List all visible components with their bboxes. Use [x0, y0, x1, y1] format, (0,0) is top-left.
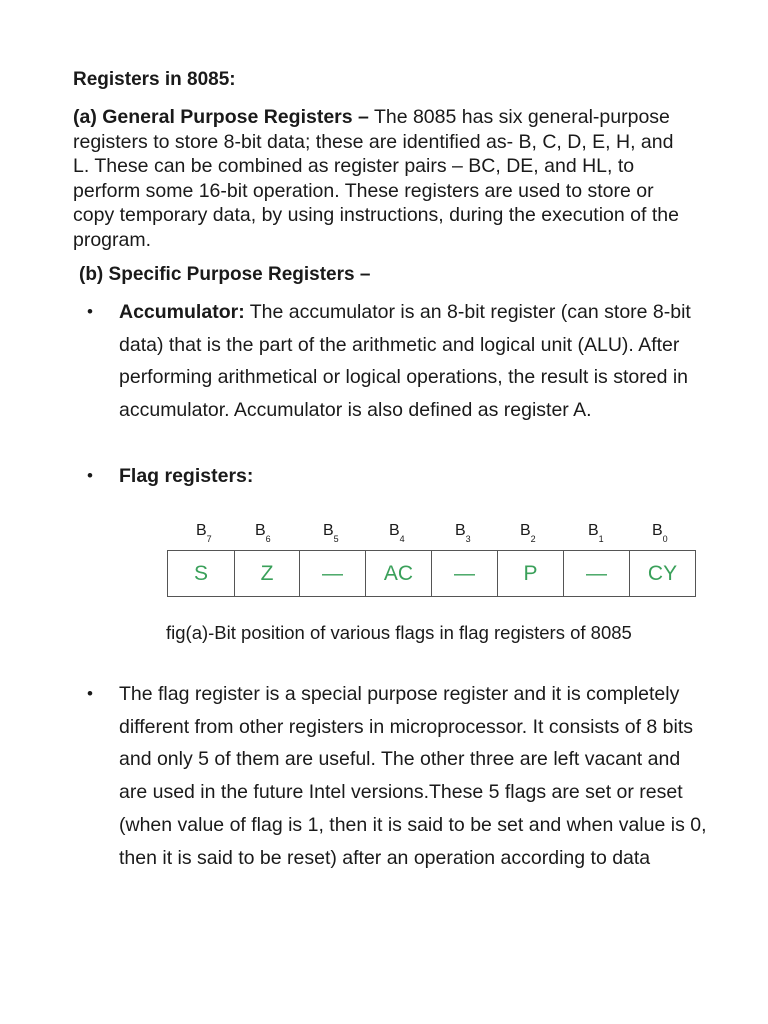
accumulator-title: Accumulator: [119, 301, 245, 323]
bullet-icon: • [87, 302, 93, 321]
bit-label-4: $B_4$ [389, 522, 405, 545]
page-title: Registers in 8085: [73, 69, 236, 90]
flag-cell-zero: Z [235, 551, 300, 597]
accumulator-body: The accumulator is an 8-bit register (can store 8-bit data) that is the part of the arithmetic and logical unit (ALU). After performing arithmetical or logical operations, the result is stored in accumulator. Accumulator is also defined as register A. [119, 301, 691, 422]
bit-label-5: $B_5$ [323, 522, 339, 545]
bit-label-3: $B_3$ [455, 522, 471, 545]
flag-cell-sign: S [168, 551, 235, 597]
bit-label-6: $B_6$ [255, 522, 271, 545]
accumulator-paragraph [119, 296, 709, 427]
flag-registers-title: Flag registers: [119, 465, 254, 487]
bullet-icon: • [87, 684, 93, 703]
bit-label-1: $B_1$ [588, 522, 604, 545]
general-purpose-title: (a) General Purpose Registers – [73, 106, 369, 128]
general-purpose-body: The 8085 has six general-purpose registers to store 8-bit data; these are identified as- B, C, D, E, H, and L. These can be combined as register pairs – BC, DE, and HL, to perform some 16-bit operation. These registers are used to store or copy temporary data, by using instructions, during the execution of the program. [73, 106, 679, 251]
flag-cell-unused: — [564, 551, 630, 597]
flag-cell-parity: P [498, 551, 564, 597]
flag-cell-auxiliary-carry: AC [366, 551, 432, 597]
flag-cell-unused: — [300, 551, 366, 597]
flag-cell-unused: — [432, 551, 498, 597]
bit-label-7: $B_7$ [196, 522, 212, 545]
flag-register-figure [167, 518, 697, 585]
figure-caption: fig(a)-Bit position of various flags in flag registers of 8085 [166, 622, 632, 643]
bit-label-0: $B_0$ [652, 522, 668, 545]
bullet-icon: • [87, 466, 93, 485]
bit-label-2: $B_2$ [520, 522, 536, 545]
flag-register-table [167, 550, 696, 597]
flag-cell-carry: CY [630, 551, 696, 597]
flag-registers-paragraph [119, 460, 709, 493]
general-purpose-paragraph [73, 105, 693, 253]
bit-position-labels [167, 518, 697, 552]
table-row [168, 551, 696, 597]
specific-purpose-title: (b) Specific Purpose Registers – [79, 264, 371, 285]
flag-description-paragraph: The flag register is a special purpose register and it is completely different from other registers in microprocessor. It consists of 8 bits and only 5 of them are useful. The other three are left vacant and are used in the future Intel versions.These 5 flags are set or reset (when value of flag is 1, then it is said to be set and when value is 0, then it is said to be reset) after an operation according to data [119, 683, 707, 869]
